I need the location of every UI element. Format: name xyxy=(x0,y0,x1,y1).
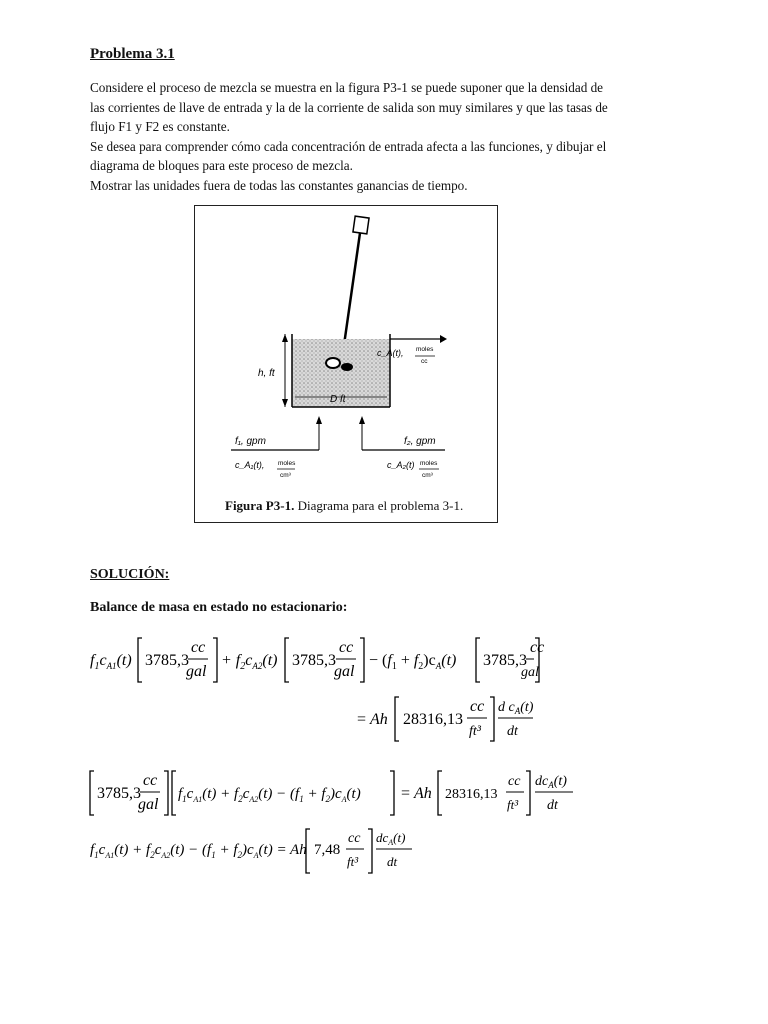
frac-num-cc: cc xyxy=(470,698,485,715)
statement-line: Considere el proceso de mezcla se muestra en la figura P3-1 se puede suponer que la densidad de xyxy=(90,80,604,95)
const-3785-3: 3785,3 xyxy=(483,652,527,669)
equation-2 xyxy=(88,765,548,821)
equation-1-line-2 xyxy=(355,693,535,747)
label-cA2-units-den: cm³ xyxy=(422,472,433,479)
const-28316-2: 28316,13 xyxy=(445,787,498,802)
svg-text:dcA(t): $dc_A(t)$ xyxy=(535,774,567,790)
label-cA1: c_A₁(t), xyxy=(235,460,265,470)
frac-num-cc: cc xyxy=(191,639,206,656)
frac-den-ft3: ft³ xyxy=(469,724,481,739)
svg-text:f1cA1(t) + f2cA2(t) − (f1 + f2: $f_1c_{A1}(t) + f_2c_{A2}(t) - (f_1 + f_2)c_A(t) = Ah$ xyxy=(90,842,307,860)
frac-num-cc: cc xyxy=(348,831,361,846)
label-cA1-units-den: cm³ xyxy=(280,472,291,479)
label-cA: c_A(t), xyxy=(377,348,404,358)
statement-line: Se desea para comprender cómo cada concentración de entrada afecta a las funciones, y dibujar el xyxy=(90,138,607,154)
frac-den-ft3: ft³ xyxy=(347,854,359,869)
frac-den-ft3: ft³ xyxy=(507,797,519,812)
figure-p3-1 xyxy=(194,205,498,523)
impeller-icon xyxy=(326,358,340,368)
svg-text:dt: dt xyxy=(387,854,398,869)
figure-caption-bold: Figura P3-1. xyxy=(225,498,295,513)
label-h: h, ft xyxy=(258,368,275,379)
equation-2-derivative xyxy=(533,765,583,821)
const-28316: 28316,13 xyxy=(403,711,463,728)
const-3785-1: 3785,3 xyxy=(145,652,189,669)
equation-3 xyxy=(88,823,418,879)
label-f2: f₂, gpm xyxy=(404,436,436,447)
frac-num-cc: cc xyxy=(339,639,354,656)
const-7-48: 7,48 xyxy=(314,842,341,858)
svg-text:d cA(t): d $c_A(t)$ xyxy=(498,700,534,716)
const-3785-2: 3785,3 xyxy=(292,652,336,669)
svg-text:dt: dt xyxy=(507,724,518,739)
frac-num-cc: cc xyxy=(530,639,545,656)
label-cA2-units-num: moles xyxy=(420,460,438,467)
svg-text:+ f2cA2(t): + $f_2c_{A2}(t)$ xyxy=(221,652,278,672)
problem-title: Problema 3.1 xyxy=(90,46,175,62)
frac-num-cc: cc xyxy=(508,774,521,789)
svg-text:− (f1 + f2)cA(t): − $(f_1 + f_2)c_A(t)$ xyxy=(369,652,457,672)
label-cA-units-num: moles xyxy=(416,346,434,353)
motor-icon xyxy=(353,216,369,234)
frac-den-gal: gal xyxy=(138,796,159,813)
statement-line: Mostrar las unidades fuera de todas las constantes ganancias de tiempo. xyxy=(90,177,468,193)
svg-text:f1cA1(t): $f_1c_{A1}(t)$ xyxy=(90,652,132,672)
equation-1-line-1 xyxy=(88,632,545,688)
mixing-tank-diagram xyxy=(195,206,497,522)
svg-text:= Ah: = Ah xyxy=(357,711,388,728)
label-cA1-units-num: moles xyxy=(278,460,296,467)
svg-text:dcA(t): $dc_A(t)$ xyxy=(376,830,406,847)
svg-text:dt: dt xyxy=(547,798,558,813)
label-cA-units-den: cc xyxy=(421,358,428,365)
frac-num-cc: cc xyxy=(143,772,158,789)
problem-statement xyxy=(90,78,635,196)
statement-line: las corrientes de llave de entrada y la de la corriente de salida son muy similares y que las tasas de xyxy=(90,99,608,115)
solution-title: SOLUCIÓN: xyxy=(90,567,170,582)
statement-line: diagrama de bloques para este proceso de mezcla. xyxy=(90,158,353,174)
frac-den-gal: gal xyxy=(334,663,355,680)
svg-text:gal: gal xyxy=(521,665,539,680)
svg-text:f1cA1(t) + f2cA2(t) − (f1 + f2: $f_1c_{A1}(t) + f_2c_{A2}(t) - (f_1 + f_2)c_A(t)$ xyxy=(178,786,361,804)
svg-text:= Ah: = Ah xyxy=(401,785,432,802)
const-3785-4: 3785,3 xyxy=(97,785,141,802)
frac-den-gal: gal xyxy=(186,663,207,680)
figure-caption-text: Diagrama para el problema 3-1. xyxy=(294,498,464,513)
label-f1: f₁, gpm xyxy=(235,436,266,447)
label-cA2: c_A₂(t) xyxy=(387,460,415,470)
figure-caption xyxy=(225,498,463,514)
statement-line: flujo F1 y F2 es constante. xyxy=(90,119,230,135)
equation-1-bracket-end xyxy=(520,632,540,688)
section-title: Balance de masa en estado no estacionario: xyxy=(90,600,348,615)
label-D: D ft xyxy=(330,394,346,405)
